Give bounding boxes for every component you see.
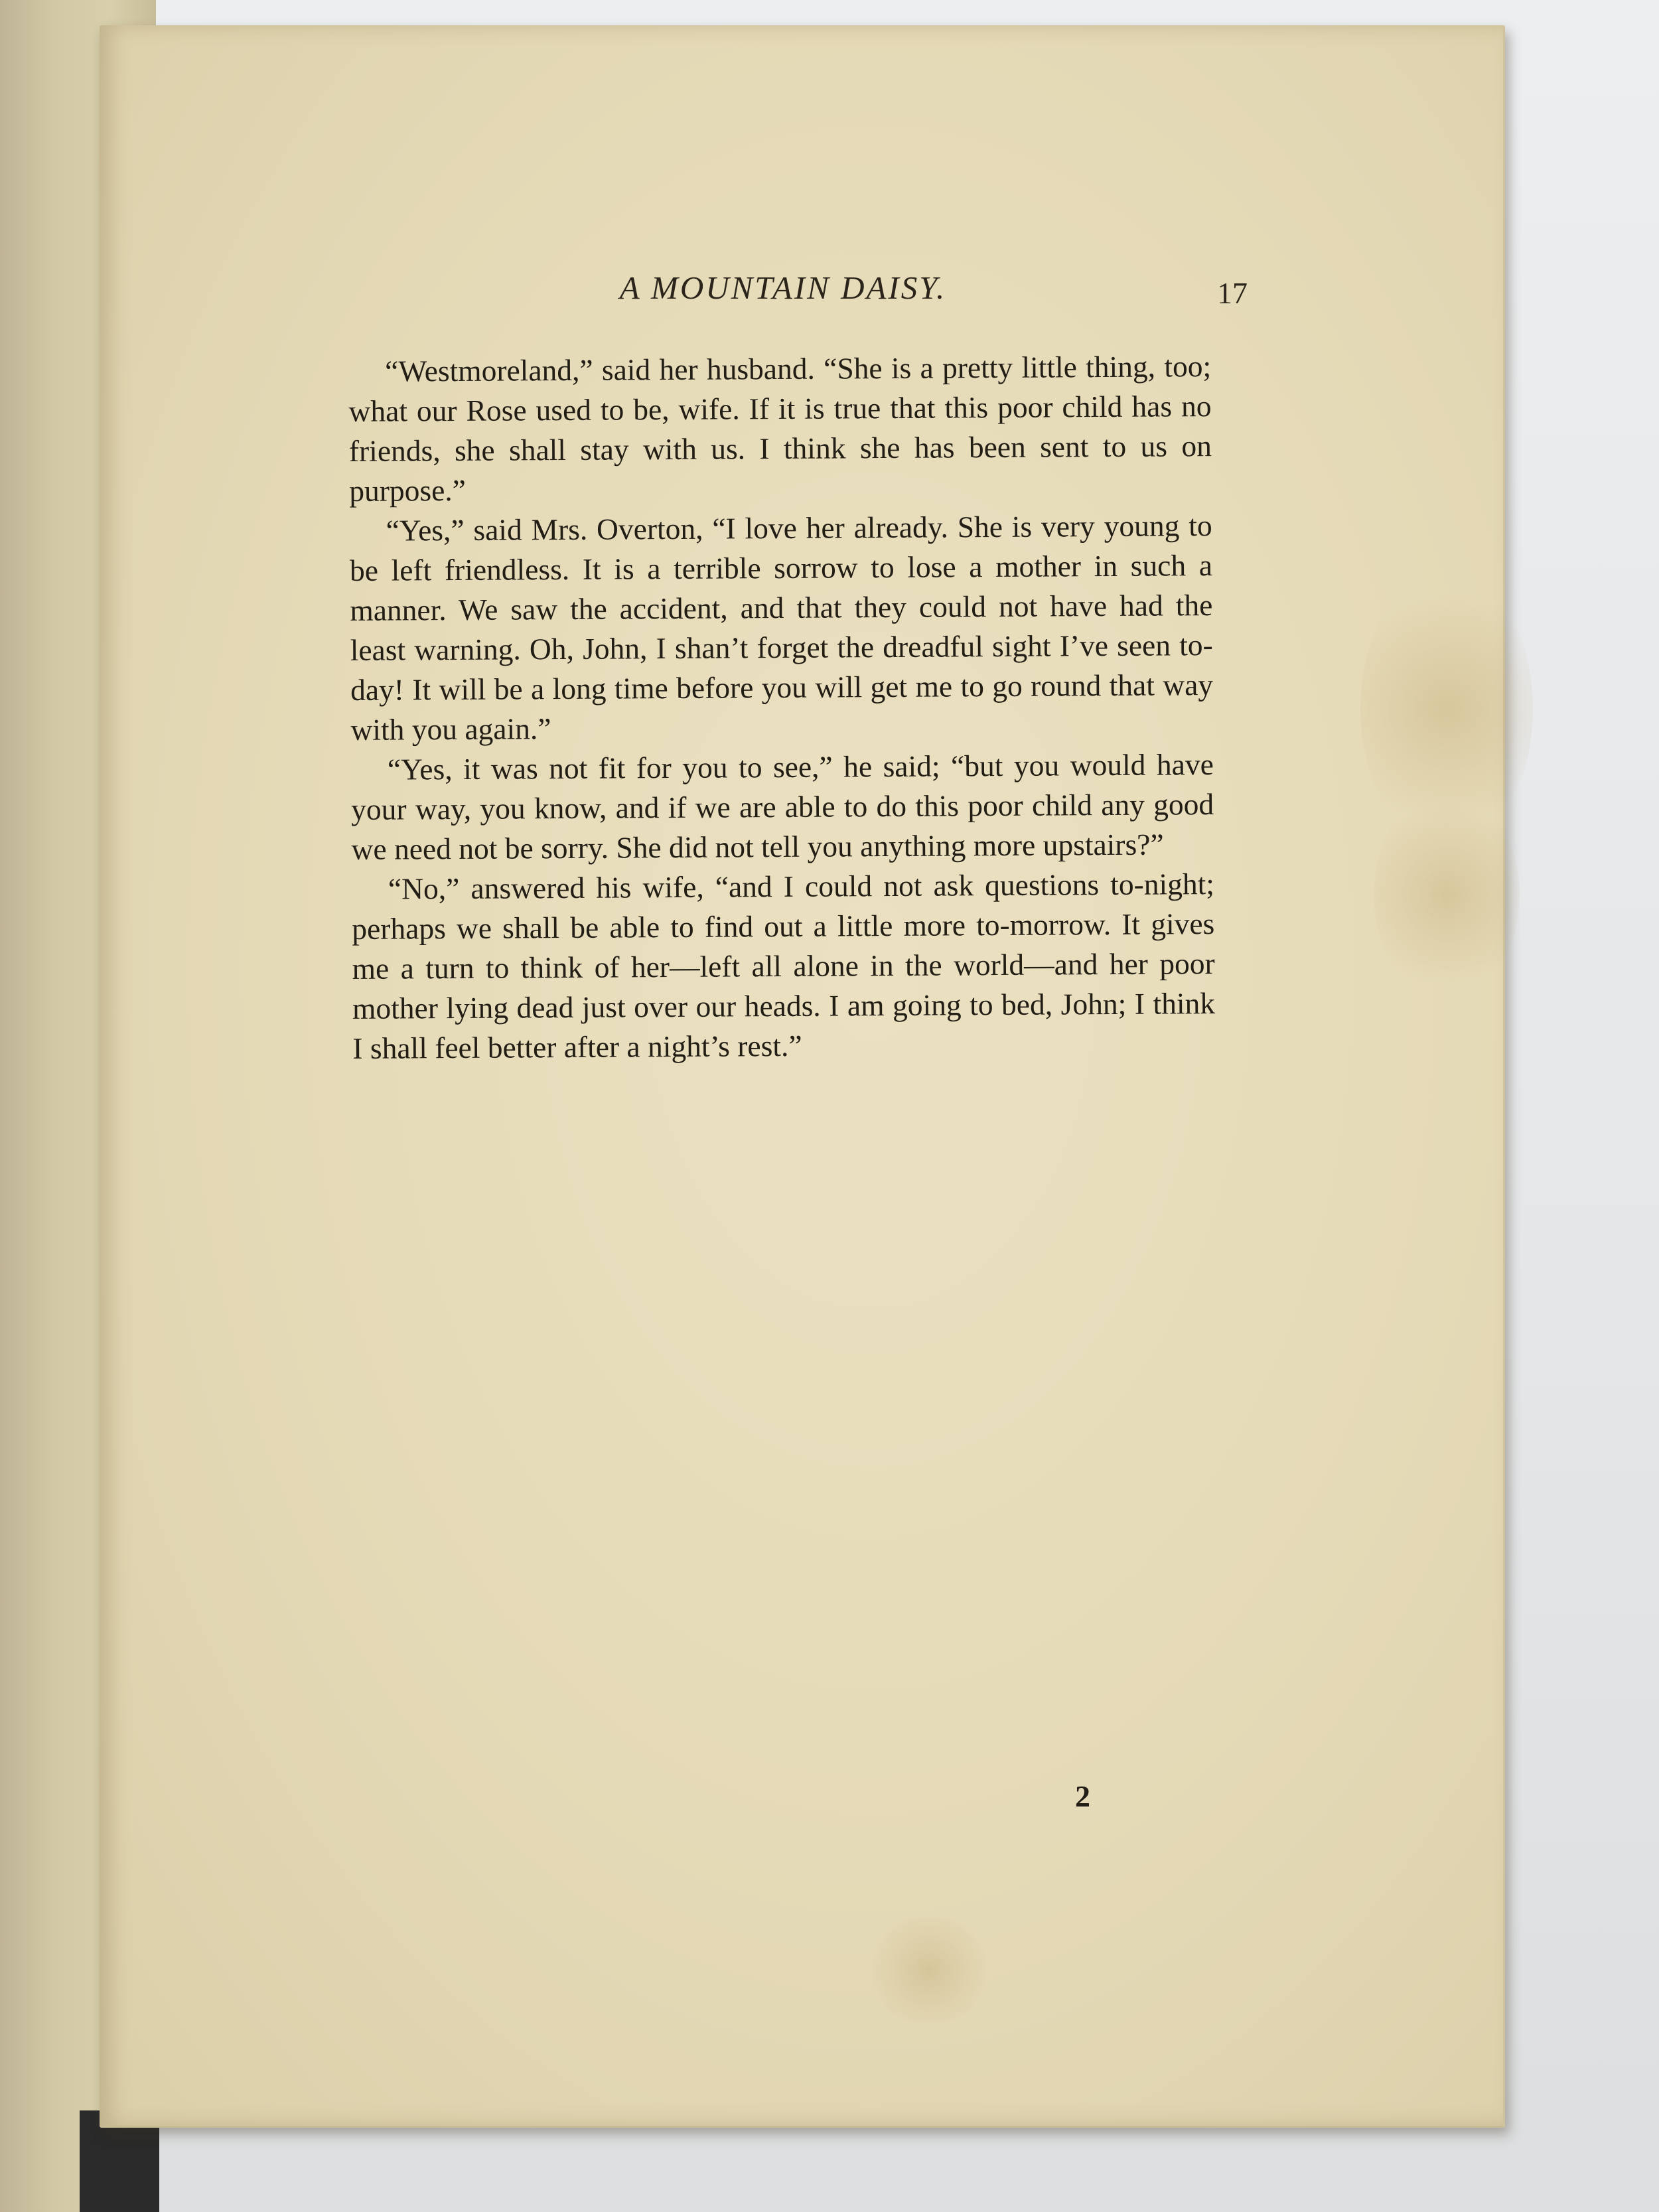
paragraph: “Yes, it was not fit for you to see,” he said; “but you would have your way, you know, and if we are able to do this poor child any good we need not be sorry. She did not tell you anything more upstairs?”: [351, 747, 1214, 866]
paper-stain: [1374, 788, 1520, 1001]
paragraph: “Yes,” said Mrs. Overton, “I love her already. She is very young to be left friendless. It is a terrible sorrow to lose a mother in such a manner. We saw the accident, and that they could not have had the least warning. Oh, John, I shan’t forget the dreadful sight I’ve seen to-day! It will be a long time before you will get me to go round that way with you again.”: [349, 508, 1214, 747]
page-header: [484, 269, 1248, 329]
running-title: A MOUNTAIN DAISY.: [619, 269, 947, 306]
signature-mark: 2: [1075, 1779, 1090, 1813]
paper-stain: [863, 1917, 995, 2023]
paragraph: “No,” answered his wife, “and I could not ask questions to-night; perhaps we shall be able to find out a little more to-morrow. It gives me a turn to think of her—left all alone in the world—and her poor mother lying dead just over our heads. I am going to bed, John; I think I shall feel better after a night’s rest.”: [352, 867, 1216, 1065]
book-page: [100, 25, 1505, 2128]
body-text: [348, 346, 1216, 1069]
paragraph: “Westmoreland,” said her husband. “She is a pretty little thing, too; what our Rose used to be, wife. If it is true that this poor child has no friends, she shall stay with us. I think she has been sent to us on purpose.”: [348, 349, 1212, 508]
page-number: 17: [1217, 276, 1248, 310]
